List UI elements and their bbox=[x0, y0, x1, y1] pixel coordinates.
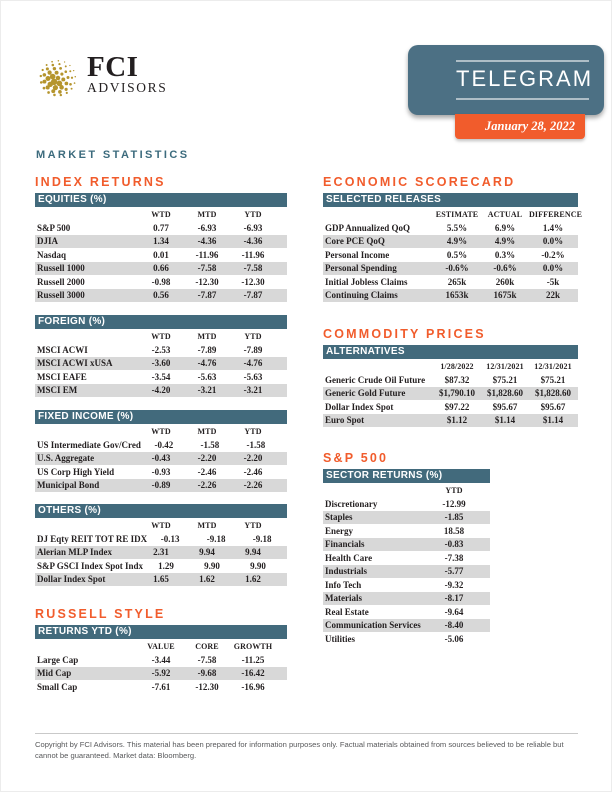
cell-value: -5.63 bbox=[243, 371, 263, 382]
row-label: S&P GSCI Index Spot Indx bbox=[37, 560, 144, 571]
cell-value: 22k bbox=[545, 290, 560, 301]
table-row bbox=[323, 248, 578, 262]
column-header: MTD bbox=[197, 520, 217, 530]
table-row bbox=[35, 465, 287, 479]
fci-logo-text bbox=[87, 51, 168, 95]
foreign-table bbox=[35, 315, 287, 397]
fci-globe-icon bbox=[38, 57, 78, 99]
row-label: Health Care bbox=[325, 552, 373, 563]
row-label: Large Cap bbox=[37, 654, 79, 665]
cell-value: 4.9% bbox=[494, 236, 516, 247]
column-header: WTD bbox=[151, 209, 171, 219]
section-title-russell-style: RUSSELL STYLE bbox=[35, 607, 166, 621]
row-label: Russell 2000 bbox=[37, 276, 85, 287]
cell-value: 2.31 bbox=[153, 547, 169, 558]
cell-value: 0.77 bbox=[153, 222, 169, 233]
cell-value: 0.56 bbox=[153, 290, 169, 301]
table-row bbox=[35, 289, 287, 303]
cell-value: -0.83 bbox=[444, 539, 464, 550]
column-header: 1/28/2022 bbox=[440, 361, 474, 371]
row-label: Energy bbox=[325, 525, 353, 536]
table-row bbox=[323, 289, 578, 303]
cell-value: $1,828.60 bbox=[487, 388, 523, 399]
cell-value: -2.46 bbox=[197, 466, 217, 477]
cell-value: 0.0% bbox=[542, 236, 564, 247]
row-label: MSCI ACWI bbox=[37, 344, 88, 355]
russell-returns-header-bar: RETURNS YTD (%) bbox=[35, 625, 287, 639]
others-table bbox=[35, 504, 287, 586]
table-row bbox=[323, 551, 490, 565]
cell-value: $1.12 bbox=[446, 415, 468, 426]
cell-value: 1.62 bbox=[199, 574, 215, 585]
column-header-row bbox=[323, 359, 578, 373]
cell-value: -3.21 bbox=[197, 385, 217, 396]
column-header: MTD bbox=[197, 426, 217, 436]
cell-value: -0.89 bbox=[151, 480, 171, 491]
row-label: Russell 3000 bbox=[37, 290, 85, 301]
cell-value: -7.89 bbox=[197, 344, 217, 355]
row-label: MSCI EM bbox=[37, 385, 78, 396]
column-header: ACTUAL bbox=[487, 209, 523, 219]
row-label: MSCI EAFE bbox=[37, 371, 87, 382]
column-header: ESTIMATE bbox=[435, 209, 479, 219]
row-label: US Corp High Yield bbox=[37, 466, 115, 477]
column-header: MTD bbox=[197, 331, 217, 341]
russell-returns-table bbox=[35, 625, 287, 694]
telegram-badge bbox=[408, 45, 604, 115]
cell-value: 9.94 bbox=[245, 547, 261, 558]
row-label: Dollar Index Spot bbox=[37, 574, 106, 585]
page-title: MARKET STATISTICS bbox=[36, 149, 190, 161]
cell-value: -12.30 bbox=[241, 276, 265, 287]
cell-value: -4.76 bbox=[243, 358, 263, 369]
row-label: S&P 500 bbox=[37, 222, 71, 233]
table-row bbox=[323, 592, 490, 606]
cell-value: -6.93 bbox=[243, 222, 263, 233]
cell-value: $1.14 bbox=[494, 415, 516, 426]
sector-returns-header-bar: SECTOR RETURNS (%) bbox=[323, 469, 490, 483]
cell-value: -16.42 bbox=[241, 668, 265, 679]
cell-value: 4.9% bbox=[446, 236, 468, 247]
column-header-row bbox=[323, 207, 583, 221]
column-header: VALUE bbox=[147, 641, 175, 651]
row-label: Personal Spending bbox=[325, 263, 397, 274]
cell-value: -12.99 bbox=[442, 498, 466, 509]
cell-value: -16.96 bbox=[241, 681, 265, 692]
cell-value: 1.62 bbox=[245, 574, 261, 585]
cell-value: -9.64 bbox=[444, 606, 464, 617]
column-header: YTD bbox=[244, 520, 262, 530]
cell-value: 5.5% bbox=[446, 222, 468, 233]
cell-value: 1.34 bbox=[153, 236, 169, 247]
table-row bbox=[323, 538, 490, 552]
cell-value: -0.2% bbox=[541, 249, 565, 260]
cell-value: -0.43 bbox=[151, 453, 171, 464]
cell-value: -7.58 bbox=[197, 263, 217, 274]
row-label: MSCI ACWI xUSA bbox=[37, 358, 113, 369]
table-row bbox=[35, 262, 287, 276]
table-row bbox=[323, 275, 578, 289]
cell-value: 6.9% bbox=[494, 222, 516, 233]
date-ribbon bbox=[455, 114, 585, 139]
cell-value: -7.58 bbox=[197, 654, 217, 665]
cell-value: -7.38 bbox=[444, 552, 464, 563]
cell-value: $95.67 bbox=[540, 401, 566, 412]
table-row bbox=[323, 235, 578, 249]
table-row bbox=[323, 511, 490, 525]
cell-value: 260k bbox=[495, 276, 515, 287]
column-header: YTD bbox=[244, 209, 262, 219]
cell-value: -0.13 bbox=[160, 533, 180, 544]
table-row bbox=[35, 546, 287, 560]
cell-value: -11.25 bbox=[241, 654, 265, 665]
cell-value: -1.58 bbox=[246, 439, 266, 450]
row-label: Alerian MLP Index bbox=[37, 547, 113, 558]
table-row bbox=[35, 680, 287, 694]
sector-returns-table bbox=[323, 469, 490, 646]
row-label: Euro Spot bbox=[325, 415, 365, 426]
table-row bbox=[323, 524, 490, 538]
table-row bbox=[323, 414, 578, 428]
cell-value: $75.21 bbox=[540, 374, 566, 385]
cell-value: $95.67 bbox=[492, 401, 518, 412]
cell-value: -8.17 bbox=[444, 593, 464, 604]
cell-value: $1,828.60 bbox=[535, 388, 571, 399]
column-header: 12/31/2021 bbox=[534, 361, 572, 371]
row-label: GDP Annualized QoQ bbox=[325, 222, 411, 233]
telegram-badge-inner bbox=[456, 60, 594, 100]
cell-value: 1.65 bbox=[153, 574, 169, 585]
table-row bbox=[35, 343, 287, 357]
table-row bbox=[35, 357, 287, 371]
row-label: Dollar Index Spot bbox=[325, 401, 394, 412]
column-header: WTD bbox=[151, 331, 171, 341]
cell-value: -0.42 bbox=[154, 439, 174, 450]
cell-value: 0.66 bbox=[153, 263, 169, 274]
table-row bbox=[323, 373, 578, 387]
cell-value: -7.89 bbox=[243, 344, 263, 355]
column-header-row bbox=[35, 207, 287, 221]
cell-value: -3.60 bbox=[151, 358, 171, 369]
cell-value: -2.26 bbox=[197, 480, 217, 491]
row-label: Utilities bbox=[325, 633, 355, 644]
cell-value: -3.44 bbox=[151, 654, 171, 665]
cell-value: -5.92 bbox=[151, 668, 171, 679]
cell-value: -4.76 bbox=[197, 358, 217, 369]
cell-value: -4.36 bbox=[243, 236, 263, 247]
column-header: DIFFERENCE bbox=[529, 209, 583, 219]
table-row bbox=[35, 532, 287, 546]
table-row bbox=[323, 497, 490, 511]
cell-value: -5k bbox=[546, 276, 560, 287]
logo-text-fci: FCI bbox=[87, 51, 139, 83]
logo-text-advisors: ADVISORS bbox=[87, 80, 168, 95]
cell-value: 1.4% bbox=[542, 222, 564, 233]
cell-value: -1.58 bbox=[200, 439, 220, 450]
cell-value: 9.90 bbox=[204, 560, 220, 571]
cell-value: -5.63 bbox=[197, 371, 217, 382]
cell-value: 9.94 bbox=[199, 547, 215, 558]
cell-value: -9.18 bbox=[252, 533, 272, 544]
row-label: Generic Gold Future bbox=[325, 388, 406, 399]
column-header: GROWTH bbox=[233, 641, 273, 651]
cell-value: -9.32 bbox=[444, 579, 464, 590]
badge-title: TELEGRAM bbox=[456, 66, 594, 91]
selected-releases-table bbox=[323, 193, 583, 302]
cell-value: -7.58 bbox=[243, 263, 263, 274]
cell-value: 18.58 bbox=[443, 525, 465, 536]
cell-value: -2.26 bbox=[243, 480, 263, 491]
table-row bbox=[35, 248, 287, 262]
cell-value: -1.85 bbox=[444, 512, 464, 523]
row-label: DJIA bbox=[37, 236, 59, 247]
cell-value: 9.90 bbox=[250, 560, 266, 571]
cell-value: -3.54 bbox=[151, 371, 171, 382]
table-row bbox=[35, 384, 287, 398]
section-title-economic-scorecard: ECONOMIC SCORECARD bbox=[323, 175, 516, 189]
footer-text: Copyright by FCI Advisors. This material has been prepared for information purposes only. Factual materials obtained from sources believed to be reliable but cannot be guaranteed. Market data: Bloomberg. bbox=[35, 740, 564, 761]
column-header: MTD bbox=[197, 209, 217, 219]
cell-value: -5.06 bbox=[444, 633, 464, 644]
column-header: WTD bbox=[151, 520, 171, 530]
column-header-row bbox=[35, 518, 287, 532]
cell-value: -2.53 bbox=[151, 344, 171, 355]
row-label: Communication Services bbox=[325, 620, 421, 631]
row-label: Initial Jobless Claims bbox=[325, 276, 408, 287]
table-row bbox=[35, 275, 287, 289]
row-label: DJ Eqty REIT TOT RE IDX bbox=[37, 533, 148, 544]
cell-value: -5.77 bbox=[444, 566, 464, 577]
cell-value: -12.30 bbox=[195, 681, 219, 692]
cell-value: 1675k bbox=[493, 290, 517, 301]
cell-value: $1.14 bbox=[542, 415, 564, 426]
table-row bbox=[35, 452, 287, 466]
cell-value: 0.5% bbox=[446, 249, 468, 260]
section-title-sp500: S&P 500 bbox=[323, 451, 389, 465]
row-label: Staples bbox=[325, 512, 353, 523]
table-row bbox=[35, 653, 287, 667]
column-header-row bbox=[35, 424, 287, 438]
cell-value: $87.32 bbox=[444, 374, 470, 385]
table-row bbox=[35, 573, 287, 587]
table-row bbox=[35, 479, 287, 493]
report-date: January 28, 2022 bbox=[485, 119, 575, 133]
column-header: YTD bbox=[445, 485, 463, 495]
fixed-income-table bbox=[35, 410, 287, 492]
section-title-commodity-prices: COMMODITY PRICES bbox=[323, 327, 486, 341]
table-row bbox=[323, 632, 490, 646]
table-row bbox=[35, 438, 287, 452]
column-header-row bbox=[35, 329, 287, 343]
row-label: Mid Cap bbox=[37, 668, 72, 679]
foreign-table-header-bar: FOREIGN (%) bbox=[35, 315, 287, 329]
cell-value: $97.22 bbox=[444, 401, 470, 412]
footer-rule bbox=[35, 733, 578, 734]
cell-value: 0.01 bbox=[153, 249, 169, 260]
cell-value: 1653k bbox=[445, 290, 469, 301]
cell-value: 0.3% bbox=[494, 249, 516, 260]
row-label: Personal Income bbox=[325, 249, 390, 260]
cell-value: -4.36 bbox=[197, 236, 217, 247]
cell-value: -8.40 bbox=[444, 620, 464, 631]
cell-value: -7.87 bbox=[197, 290, 217, 301]
table-row bbox=[323, 400, 578, 414]
equities-table bbox=[35, 193, 287, 302]
cell-value: $1,790.10 bbox=[439, 388, 475, 399]
cell-value: -9.18 bbox=[206, 533, 226, 544]
row-label: Nasdaq bbox=[37, 249, 67, 260]
row-label: Small Cap bbox=[37, 681, 78, 692]
badge-rule-bottom bbox=[456, 98, 589, 100]
row-label: Real Estate bbox=[325, 606, 369, 617]
cell-value: -2.20 bbox=[243, 453, 263, 464]
table-row bbox=[35, 370, 287, 384]
column-header-row bbox=[35, 639, 287, 653]
table-row bbox=[35, 235, 287, 249]
cell-value: $75.21 bbox=[492, 374, 518, 385]
row-label: Industrials bbox=[325, 566, 368, 577]
others-table-header-bar: OTHERS (%) bbox=[35, 504, 287, 518]
row-label: Continuing Claims bbox=[325, 290, 398, 301]
row-label: Info Tech bbox=[325, 579, 362, 590]
row-label: U.S. Aggregate bbox=[37, 453, 95, 464]
equities-table-header-bar: EQUITIES (%) bbox=[35, 193, 287, 207]
cell-value: -7.61 bbox=[151, 681, 171, 692]
cell-value: -9.68 bbox=[197, 668, 217, 679]
table-row bbox=[323, 221, 578, 235]
column-header: YTD bbox=[244, 426, 262, 436]
row-label: Discretionary bbox=[325, 498, 378, 509]
table-row bbox=[35, 221, 287, 235]
row-label: Financials bbox=[325, 539, 365, 550]
right-column bbox=[323, 175, 583, 646]
row-label: Russell 1000 bbox=[37, 263, 85, 274]
cell-value: -11.96 bbox=[195, 249, 219, 260]
cell-value: -12.30 bbox=[195, 276, 219, 287]
cell-value: 0.0% bbox=[542, 263, 564, 274]
row-label: Materials bbox=[325, 593, 362, 604]
selected-releases-header-bar: SELECTED RELEASES bbox=[323, 193, 578, 207]
cell-value: 265k bbox=[447, 276, 467, 287]
table-row bbox=[35, 667, 287, 681]
cell-value: -11.96 bbox=[241, 249, 265, 260]
table-row bbox=[323, 605, 490, 619]
cell-value: 1.29 bbox=[158, 560, 174, 571]
table-row bbox=[323, 387, 578, 401]
fci-logo bbox=[38, 51, 168, 99]
cell-value: -6.93 bbox=[197, 222, 217, 233]
cell-value: -0.6% bbox=[445, 263, 469, 274]
cell-value: -4.20 bbox=[151, 385, 171, 396]
table-row bbox=[323, 262, 578, 276]
fixed-income-table-header-bar: FIXED INCOME (%) bbox=[35, 410, 287, 424]
column-header-row bbox=[323, 483, 490, 497]
left-column bbox=[35, 176, 287, 694]
cell-value: -0.6% bbox=[493, 263, 517, 274]
column-header: CORE bbox=[195, 641, 219, 651]
section-title-index-returns: INDEX RETURNS bbox=[35, 175, 166, 189]
row-label: Municipal Bond bbox=[37, 480, 100, 491]
row-label: US Intermediate Gov/Cred bbox=[37, 439, 141, 450]
cell-value: -2.46 bbox=[243, 466, 263, 477]
column-header: YTD bbox=[244, 331, 262, 341]
cell-value: -0.93 bbox=[151, 466, 171, 477]
column-header: 12/31/2021 bbox=[486, 361, 524, 371]
column-header: WTD bbox=[151, 426, 171, 436]
table-row bbox=[323, 565, 490, 579]
alternatives-header-bar: ALTERNATIVES bbox=[323, 345, 578, 359]
table-row bbox=[35, 559, 287, 573]
row-label: Generic Crude Oil Future bbox=[325, 374, 426, 385]
table-row bbox=[323, 619, 490, 633]
cell-value: -3.21 bbox=[243, 385, 263, 396]
cell-value: -7.87 bbox=[243, 290, 263, 301]
table-row bbox=[323, 578, 490, 592]
row-label: Core PCE QoQ bbox=[325, 236, 385, 247]
cell-value: -2.20 bbox=[197, 453, 217, 464]
alternatives-table bbox=[323, 345, 578, 427]
cell-value: -0.98 bbox=[151, 276, 171, 287]
